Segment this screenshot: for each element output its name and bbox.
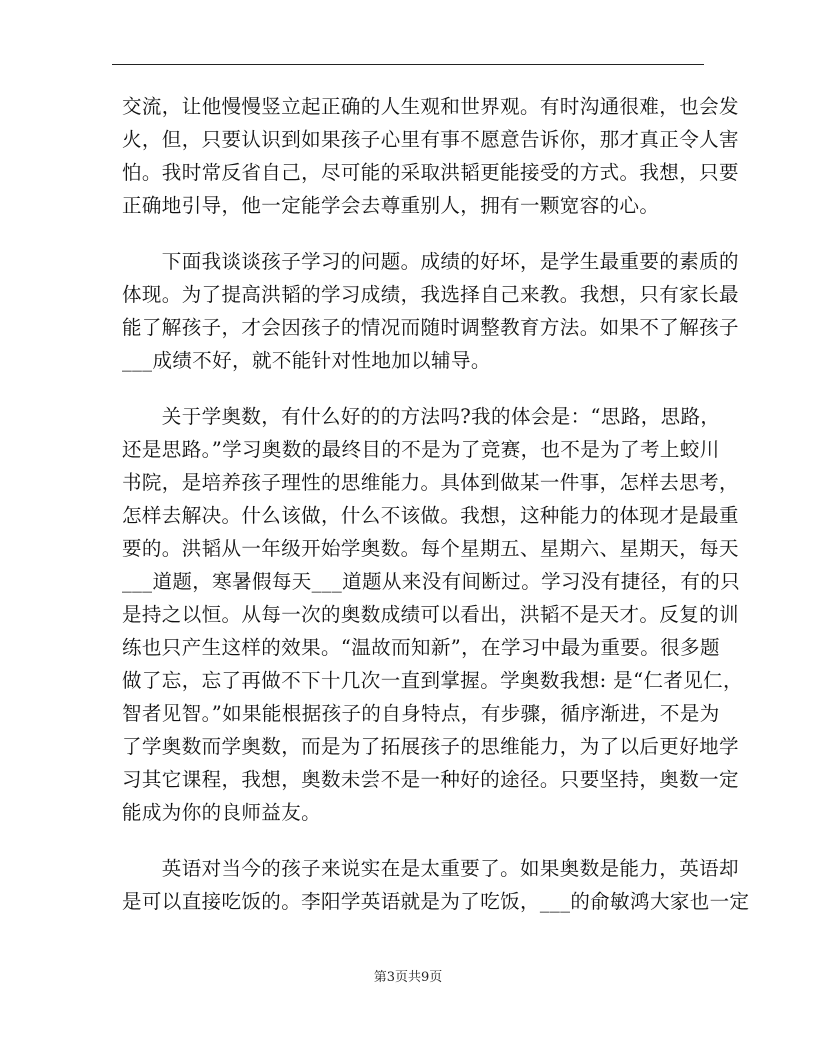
paragraph-4 [122,852,750,918]
text-line: 要的。洪韬从一年级开始学奥数。每个星期五、星期六、星期天，每天 [122,537,739,560]
text-line: 是可以直接吃饭的。李阳学英语就是为了吃饭，___的俞敏鸿大家也一定 [122,890,750,913]
text-line: 还是思路。”学习奥数的最终目的不是为了竞赛，也不是为了考上蛟川 [122,438,720,461]
text-line: 是持之以恒。从每一次的奥数成绩可以看出，洪韬不是天才。反复的训 [122,603,739,626]
page-number: 第3页共9页 [373,970,443,985]
text-line: 能了解孩子，才会因孩子的情况而随时调整教育方法。如果不了解孩子 [122,316,739,339]
text-line: 正确地引导，他一定能学会去尊重别人，拥有一颗宽容的心。 [122,194,660,217]
document-body [122,90,750,918]
text-line: 了学奥数而学奥数，而是为了拓展孩子的思维能力，为了以后更好地学 [122,735,739,758]
paragraph-gap [122,829,700,852]
text-line: 能成为你的良师益友。 [122,801,322,824]
text-line: 怎样去解决。什么该做，什么不该做。我想，这种能力的体现才是最重 [122,504,739,527]
text-line: 下面我谈谈孩子学习的问题。成绩的好坏，是学生最重要的素质的 [122,250,739,273]
text-line: 体现。为了提高洪韬的学习成绩，我选择自己来教。我想，只有家长最 [122,283,739,306]
text-line: ___成绩不好，就不能针对性地加以辅导。 [122,349,491,372]
paragraph-gap [122,377,700,400]
text-line: 智者见智。”如果能根据孩子的自身特点，有步骤，循序渐进，不是为 [122,702,720,725]
text-line: 书院，是培养孩子理性的思维能力。具体到做某一件事，怎样去思考， [122,471,739,494]
text-line: 交流，让他慢慢竖立起正确的人生观和世界观。有时沟通很难，也会发 [122,95,739,118]
text-line: 怕。我时常反省自己，尽可能的采取洪韬更能接受的方式。我想，只要 [122,161,739,184]
text-line: 做了忘，忘了再做不下十几次一直到掌握。学奥数我想: 是“仁者见仁， [122,669,743,692]
text-line: 练也只产生这样的效果。“温故而知新”，在学习中最为重要。很多题 [122,636,720,659]
text-line: 英语对当今的孩子来说实在是太重要了。如果奥数是能力，英语却 [122,857,739,880]
text-line: 习其它课程，我想，奥数未尝不是一种好的途径。只要坚持，奥数一定 [122,768,739,791]
text-line: 火，但，只要认识到如果孩子心里有事不愿意告诉你，那才真正令人害 [122,128,739,151]
paragraph-2 [122,245,739,377]
text-line: ___道题，寒暑假每天___道题从来没有间断过。学习没有捷径，有的只 [122,570,741,593]
paragraph-1 [122,90,739,222]
paragraph-gap [122,222,700,245]
paragraph-3 [122,400,743,829]
text-line: 关于学奥数，有什么好的的方法吗?我的体会是：“思路，思路， [122,405,721,428]
header-rule [112,64,704,65]
